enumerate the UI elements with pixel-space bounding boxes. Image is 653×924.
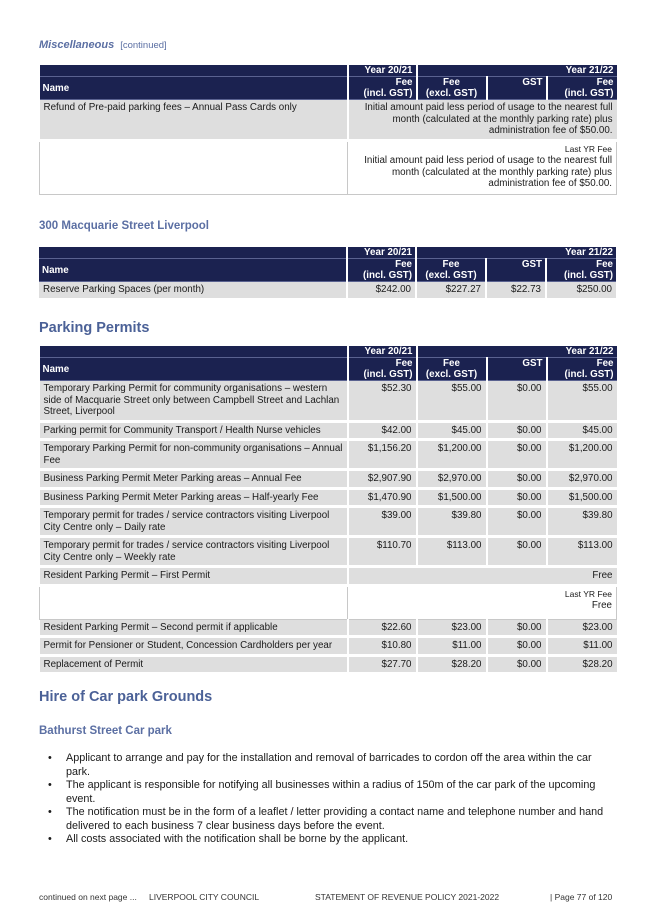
table-row — [40, 619, 617, 637]
row-gst: $0.00 — [487, 488, 547, 507]
row-name: Temporary permit for trades / service contractors visiting Liverpool City Centre only – Daily rate — [40, 507, 348, 537]
row-name: Business Parking Permit Meter Parking areas – Annual Fee — [40, 470, 348, 489]
col-name: Name — [40, 77, 348, 100]
bullet-icon: • — [48, 752, 52, 764]
row-name-blank — [40, 585, 348, 619]
col-gst: GST — [487, 77, 547, 100]
row-excl: $113.00 — [417, 537, 487, 567]
row-name: Business Parking Permit Meter Parking areas – Half-yearly Fee — [40, 488, 348, 507]
row-last-year: Last YR Fee Free — [348, 585, 617, 619]
table-row — [40, 100, 617, 141]
col-name: Name — [39, 259, 347, 282]
macquarie-section-title: 300 Macquarie Street Liverpool — [39, 220, 210, 232]
row-gst: $0.00 — [487, 655, 547, 674]
hire-section-title: Hire of Car park Grounds — [39, 689, 213, 705]
row-excl: $11.00 — [417, 637, 487, 656]
table-row — [40, 507, 617, 537]
col-gst: GST — [487, 358, 547, 381]
table-row — [40, 421, 617, 440]
row-prev: $2,907.90 — [348, 470, 417, 489]
row-gst: $0.00 — [487, 507, 547, 537]
row-gst: $0.00 — [487, 470, 547, 489]
table-row — [40, 567, 617, 586]
col-fee-incl: Fee (incl. GST) — [547, 77, 617, 100]
col-blank — [40, 65, 348, 77]
row-last-year: Last YR Fee Initial amount paid less period of usage to the nearest full month (calculated at the monthly parking rate) plus administration fee of $50.00. — [348, 140, 617, 194]
row-prev: $39.00 — [348, 507, 417, 537]
col-fee-incl-prev: Fee (incl. GST) — [347, 259, 416, 282]
row-incl: $1,200.00 — [547, 440, 617, 470]
list-item: • The applicant is responsible for notifying all businesses within a radius of 150m of the car park of the upcoming event. — [48, 779, 596, 805]
row-name-blank — [40, 140, 348, 194]
row-name: Permit for Pensioner or Student, Concession Cardholders per year — [40, 637, 348, 656]
footer-statement: STATEMENT OF REVENUE POLICY 2021-2022 — [315, 892, 500, 902]
row-name: Parking permit for Community Transport / Health Nurse vehicles — [40, 421, 348, 440]
col-year-next: Year 21/22 — [417, 65, 617, 77]
footer-council: LIVERPOOL CITY COUNCIL — [149, 892, 260, 902]
row-excl: $23.00 — [417, 619, 487, 637]
row-excl: $45.00 — [417, 421, 487, 440]
row-excl: $28.20 — [417, 655, 487, 674]
row-prev: $242.00 — [347, 282, 416, 300]
row-excl: $2,970.00 — [417, 470, 487, 489]
misc-fee-table — [39, 65, 617, 195]
col-year-prev: Year 20/21 — [348, 346, 417, 358]
col-blank — [39, 247, 347, 259]
list-item: • Applicant to arrange and pay for the installation and removal of barricades to cordon off the area within the car park. — [48, 752, 592, 778]
row-prev: $22.60 — [348, 619, 417, 637]
footer-continued: continued on next page ... — [39, 892, 137, 902]
row-prev: $52.30 — [348, 381, 417, 422]
permits-fee-table — [39, 346, 617, 675]
row-name: Resident Parking Permit – First Permit — [40, 567, 348, 586]
row-prev: $1,470.90 — [348, 488, 417, 507]
table-row — [40, 470, 617, 489]
row-gst: $0.00 — [487, 421, 547, 440]
bullet-icon: • — [48, 833, 52, 845]
col-fee-incl-prev: Fee (incl. GST) — [348, 358, 417, 381]
list-item: • The notification must be in the form of a leaflet / letter providing a contact name and telephone number and hand delivered to each business 7 clear business days before the event. — [48, 806, 604, 832]
table-row — [40, 140, 617, 194]
row-prev: $10.80 — [348, 637, 417, 656]
row-prev: $42.00 — [348, 421, 417, 440]
permits-section-title: Parking Permits — [39, 320, 150, 336]
table-row — [40, 381, 617, 422]
row-gst: $0.00 — [487, 381, 547, 422]
row-excl: $55.00 — [417, 381, 487, 422]
row-excl: $39.80 — [417, 507, 487, 537]
row-incl: $23.00 — [547, 619, 617, 637]
col-blank — [40, 346, 348, 358]
row-name: Temporary Parking Permit for community organisations – western side of Macquarie Street only between Campbell Street and Lachlan Street, Liverpool — [40, 381, 348, 422]
table-row — [40, 585, 617, 619]
list-item: • All costs associated with the notification shall be borne by the applicant. — [48, 833, 409, 845]
row-gst: $0.00 — [487, 440, 547, 470]
row-prev: $1,156.20 — [348, 440, 417, 470]
row-incl: $55.00 — [547, 381, 617, 422]
table-row — [40, 488, 617, 507]
row-excl: $1,200.00 — [417, 440, 487, 470]
col-fee-excl: Fee (excl. GST) — [417, 358, 487, 381]
col-year-prev: Year 20/21 — [347, 247, 416, 259]
macquarie-fee-table — [39, 247, 616, 301]
row-incl: $2,970.00 — [547, 470, 617, 489]
table-row — [40, 440, 617, 470]
bathurst-conditions-list — [48, 752, 618, 847]
col-fee-incl: Fee (incl. GST) — [547, 358, 617, 381]
col-fee-excl: Fee (excl. GST) — [417, 77, 487, 100]
row-incl: $39.80 — [547, 507, 617, 537]
row-incl: $45.00 — [547, 421, 617, 440]
row-name: Resident Parking Permit – Second permit if applicable — [40, 619, 348, 637]
row-excl: $227.27 — [416, 282, 486, 300]
row-name: Refund of Pre-paid parking fees – Annual Pass Cards only — [40, 100, 348, 141]
row-incl: $250.00 — [546, 282, 616, 300]
row-name: Temporary Parking Permit for non-community organisations – Annual Fee — [40, 440, 348, 470]
bullet-icon: • — [48, 806, 52, 818]
row-gst: $0.00 — [487, 619, 547, 637]
bathurst-section-title: Bathurst Street Car park — [39, 725, 172, 737]
table-row — [40, 655, 617, 674]
row-prev: $27.70 — [348, 655, 417, 674]
table-row — [40, 637, 617, 656]
continued-label: [continued] — [120, 40, 167, 51]
row-incl: $113.00 — [547, 537, 617, 567]
row-gst: $0.00 — [487, 537, 547, 567]
row-fee-free: Free — [348, 567, 617, 586]
col-fee-excl: Fee (excl. GST) — [416, 259, 486, 282]
col-year-next: Year 21/22 — [417, 346, 617, 358]
misc-title-text: Miscellaneous — [39, 39, 115, 51]
col-name: Name — [40, 358, 348, 381]
row-incl: $1,500.00 — [547, 488, 617, 507]
col-year-prev: Year 20/21 — [348, 65, 417, 77]
col-gst: GST — [486, 259, 546, 282]
bullet-icon: • — [48, 779, 52, 791]
row-name: Temporary permit for trades / service contractors visiting Liverpool City Centre only – Weekly rate — [40, 537, 348, 567]
misc-section-title — [39, 39, 167, 51]
row-fee-text: Initial amount paid less period of usage to the nearest full month (calculated at the monthly parking rate) plus administration fee of $50.00. — [348, 100, 617, 141]
table-row — [40, 537, 617, 567]
row-gst: $0.00 — [487, 637, 547, 656]
row-prev: $110.70 — [348, 537, 417, 567]
col-year-next: Year 21/22 — [416, 247, 616, 259]
row-incl: $28.20 — [547, 655, 617, 674]
col-fee-incl: Fee (incl. GST) — [546, 259, 616, 282]
row-excl: $1,500.00 — [417, 488, 487, 507]
footer-page-number: | Page 77 of 120 — [550, 892, 613, 902]
row-incl: $11.00 — [547, 637, 617, 656]
table-row — [39, 282, 616, 300]
col-fee-incl-prev: Fee (incl. GST) — [348, 77, 417, 100]
row-name: Reserve Parking Spaces (per month) — [39, 282, 347, 300]
row-gst: $22.73 — [486, 282, 546, 300]
row-name: Replacement of Permit — [40, 655, 348, 674]
